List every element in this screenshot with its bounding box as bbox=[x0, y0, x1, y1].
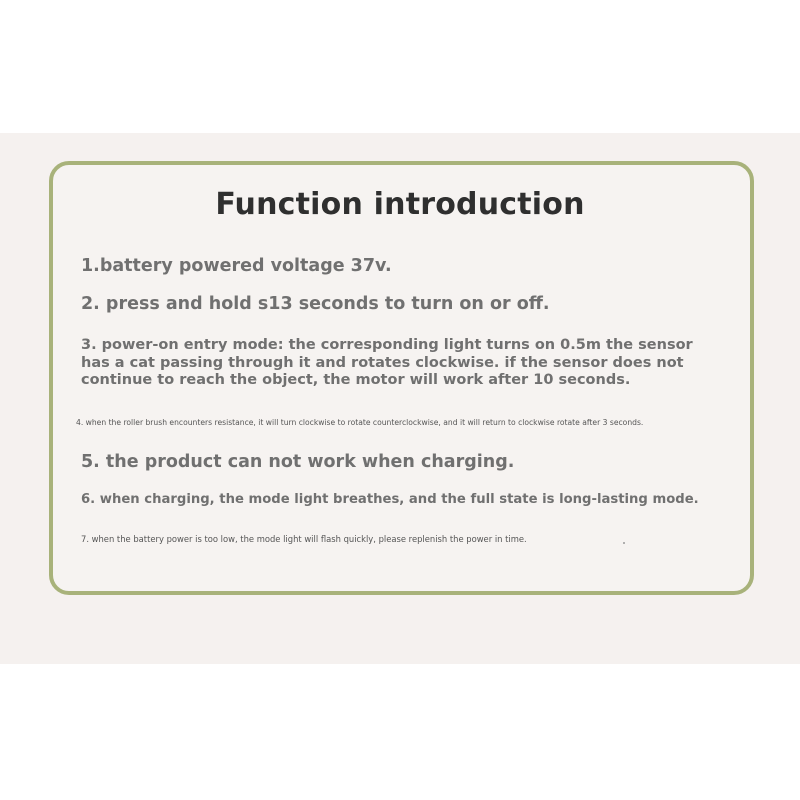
function-item-2: 2. press and hold s13 seconds to turn on or off. bbox=[81, 294, 550, 314]
stray-dot bbox=[623, 542, 625, 544]
function-item-7: 7. when the battery power is too low, the mode light will flash quickly, please replenish the power in time. bbox=[81, 534, 527, 544]
page-title: Function introduction bbox=[215, 187, 585, 222]
function-item-3: 3. power-on entry mode: the corresponding light turns on 0.5m the sensor has a cat passing through it and rotates clockwise. if the sensor does not continue to reach the object, the motor will work after 10 seconds. bbox=[81, 337, 693, 388]
function-item-6: 6. when charging, the mode light breathes, and the full state is long-lasting mode. bbox=[81, 492, 699, 507]
function-item-4: 4. when the roller brush encounters resistance, it will turn clockwise to rotate counterclockwise, and it will return to clockwise rotate after 3 seconds. bbox=[76, 418, 644, 427]
function-item-5: 5. the product can not work when charging. bbox=[81, 452, 515, 472]
function-item-1: 1.battery powered voltage 37v. bbox=[81, 256, 392, 276]
